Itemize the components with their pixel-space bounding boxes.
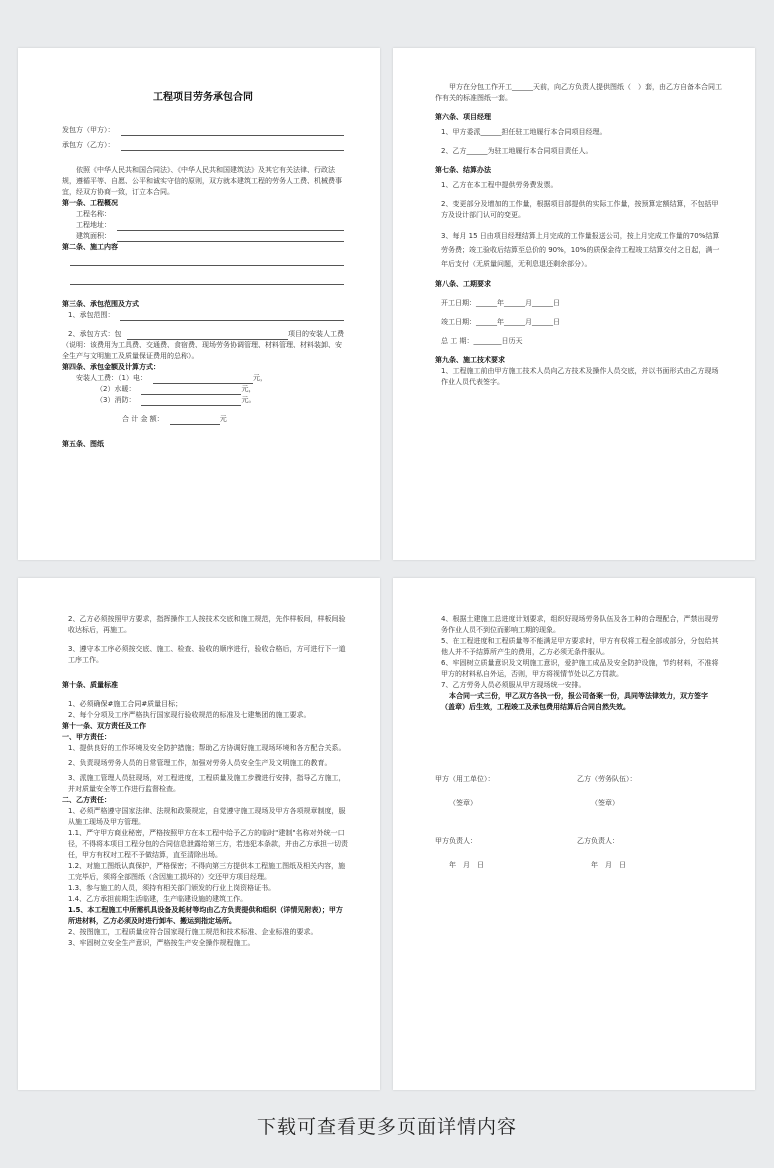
project-address-row <box>62 220 344 231</box>
end-date: 竣工日期：______年______月______日 <box>441 318 560 326</box>
project-address-label: 工程地址： <box>76 221 111 229</box>
article-5-heading: 第五条、图纸 <box>62 440 104 448</box>
start-date: 开工日期：______年______月______日 <box>441 299 560 307</box>
party-b-duty-6: 6、牢固树立质量意识及文明施工意识，爱护施工成品及安全防护设施，节约材料，不准将甲方的材料私自外运，否则，甲方将视情节处以乙方罚款。 <box>441 659 719 678</box>
party-b-duty-1: 1、必须严格遵守国家法律、法规和政策规定，自觉遵守施工现场及甲方各项规章制度，服从施工现场及甲方管理。 <box>68 807 346 826</box>
contract-title: 工程项目劳务承包合同 <box>153 92 253 103</box>
party-a-label: 发包方（甲方）： <box>62 126 115 134</box>
mode-blank <box>127 330 288 340</box>
fee-plumbing-blank <box>141 385 241 395</box>
party-b-blank <box>121 141 345 151</box>
contract-page-2 <box>393 48 755 560</box>
quality-1: 1、必须确保#施工合同#质量目标； <box>68 700 183 708</box>
fee-note: （说明：该费用为工具费、交通费、食宿费、现场劳务协调管理、材料管理、材料装卸、安全生产与文明施工及质量保证费用的总称）。 <box>62 341 342 360</box>
fee-electric-row <box>62 373 344 384</box>
party-a-duty-1: 1、提供良好的工作环境及安全防护措施；帮助乙方协调好施工现场环境和各方配合关系。 <box>68 744 346 752</box>
article-3-heading: 第三条、承包范围及方式 <box>62 300 139 308</box>
preamble: 依照《中华人民共和国合同法》、《中华人民共和国建筑法》及其它有关法律、行政法规，遵循平等、自愿、公平和诚实守信的原则，双方就本建筑工程的劳务人工费、机械费事宜，经双方协商一致，订立本合同。 <box>62 166 342 196</box>
fee-electric-unit: 元， <box>252 374 267 382</box>
scope-row <box>62 310 344 321</box>
project-area-row <box>62 231 344 242</box>
party-b-duty-7: 7、乙方劳务人员必须服从甲方现场统一安排。 <box>441 681 586 689</box>
party-a-rep-label: 甲方负责人： <box>435 837 477 845</box>
article-4-heading: 第四条、承包金额及计算方式： <box>62 363 160 371</box>
pm-party-a: 1、甲方委派______担任驻工地履行本合同项目经理。 <box>441 128 607 136</box>
party-b-duty-1-1: 1.1、严守甲方商业秘密，严格按照甲方在本工程中给予乙方的临时"建制"名称对外统一口径，不得将本项目工程分包的合同信息泄露给第三方，若违犯本条款，并由乙方承担一切责任，甲方有权对工程不予做结算，直至清除出场。 <box>68 829 348 859</box>
project-area-label: 建筑面积： <box>76 232 111 240</box>
fee-fire-unit: 元。 <box>241 396 256 404</box>
fee-electric-label: 安装人工费：（1）电： <box>76 374 147 382</box>
party-b-duty-1-4: 1.4、乙方承担前期生活临建，生产临建设施的建筑工作。 <box>68 895 248 903</box>
party-a-blank <box>121 126 345 136</box>
closing-clause: 本合同一式三份，甲乙双方各执一份，报公司备案一份，具同等法律效力，双方签字（盖章）后生效，工程竣工及承包费用结算后合同自然失效。 <box>441 692 708 711</box>
article-1-heading: 第一条、工程概况 <box>62 199 118 207</box>
contract-page-4 <box>393 578 755 1090</box>
party-b-duty-3: 3、牢固树立安全生产意识，严格按生产安全操作规程施工。 <box>68 939 255 947</box>
project-name-label: 工程名称： <box>76 210 111 218</box>
scope-blank <box>120 311 344 321</box>
article-11-heading: 第十一条、双方责任及工作 <box>62 722 146 730</box>
party-b-duty-1-5: 1.5、本工程施工中所需机具设备及耗材等均由乙方负责提供和组织（详情见附表）；甲方所进材料，乙方必须及时进行卸车、搬运到指定场所。 <box>68 906 343 925</box>
party-a-date: 年 月 日 <box>449 861 484 869</box>
fee-plumbing-unit: 元， <box>241 385 256 393</box>
party-a-seal: （签章） <box>449 799 477 807</box>
party-b-duty-4: 4、根据土建施工总进度计划要求，组织好现场劳务队伍及各工种的合理配合，严禁出现劳务作业人员不到位而影响工期的现象。 <box>441 615 719 634</box>
fee-electric-blank <box>153 374 253 384</box>
download-more-caption[interactable]: 下载可查看更多页面详情内容 <box>256 1116 517 1138</box>
article-8-heading: 第八条、工期要求 <box>435 280 491 288</box>
scope-label: 1、承包范围： <box>68 311 115 319</box>
party-a-row <box>62 125 344 136</box>
settlement-3: 3、每月 15 日由项目经理结算上月完成的工作量报送公司，按上月完成工作量的70%结算劳务费；竣工验收后结算至总价的 90%，10%的质保金待工程竣工结算交付之日起，满一年后支付（无质量问题，无利息退还剩余部分）。 <box>441 232 720 268</box>
contract-page-1 <box>18 48 380 560</box>
quality-2: 2、每个分项及工序严格执行国家现行验收规范的标准及七建集团的施工要求。 <box>68 711 311 719</box>
tech-req-1: 1、工程施工前由甲方施工技术人员向乙方技术及操作人员交底，并以书面形式由乙方现场作业人员代表签字。 <box>441 367 719 386</box>
party-b-label: 承包方（乙方）： <box>62 141 115 149</box>
party-a-duty-2: 2、负责现场劳务人员的日常管理工作，加强对劳务人员安全生产及文明施工的教育。 <box>68 759 332 767</box>
settlement-2: 2、变更部分及增加的工作量，根据项目部提供的实际工作量，按预算定额结算，不包括甲方及设计部门认可的变更。 <box>441 200 719 219</box>
settlement-1: 1、乙方在本工程中提供劳务费发票。 <box>441 181 558 189</box>
party-b-duty-5: 5、在工程进度和工程质量等不能满足甲方要求时，甲方有权将工程全部或部分，分包给其他人并不予结算所产生的费用，乙方必须无条件服从。 <box>441 637 719 656</box>
article-9-heading: 第九条、施工技术要求 <box>435 356 505 364</box>
total-duration: 总 工 期：________日历天 <box>441 337 523 345</box>
work-content-blank-2 <box>70 272 344 285</box>
party-b-duties-heading: 二、乙方责任： <box>62 796 111 804</box>
party-b-sign-label: 乙方（劳务队伍）： <box>577 775 637 783</box>
drawings-text: 甲方在分包工作开工______天前，向乙方负责人提供图纸（ ）套，由乙方自备本合同工作有关的标准图纸一套。 <box>435 83 722 102</box>
party-b-seal: （签章） <box>591 799 619 807</box>
party-a-duty-3: 3、派施工管理人员驻现场，对工程进度，工程质量及施工步骤进行安排，指导乙方施工，并对质量安全等工作进行监督检查。 <box>68 774 346 793</box>
party-b-date: 年 月 日 <box>591 861 626 869</box>
pm-party-b: 2、乙方______为驻工地履行本合同项目责任人。 <box>441 147 593 155</box>
mode-label: 2、承包方式：包 <box>68 330 122 338</box>
party-a-sign-label: 甲方（用工单位）： <box>435 775 495 783</box>
article-10-heading: 第十条、质量标准 <box>62 681 118 689</box>
signature-block <box>435 773 719 871</box>
article-7-heading: 第七条、结算办法 <box>435 166 491 174</box>
project-address-blank <box>117 221 344 231</box>
fee-fire-label: （3）消防： <box>96 396 136 404</box>
project-name-row <box>62 209 344 220</box>
fee-fire-blank <box>141 396 241 406</box>
party-b-duty-1-2: 1.2、对施工图纸认真保护，严格保密；不得向第三方提供本工程施工图纸及相关内容，施工完毕后，须将全部图纸（含因施工损坏的）交还甲方项目经理。 <box>68 862 346 881</box>
article-6-heading: 第六条、项目经理 <box>435 113 491 121</box>
fee-fire-row <box>62 395 344 406</box>
party-b-rep-label: 乙方负责人： <box>577 837 619 845</box>
party-b-duty-1-3: 1.3、参与施工的人员，须持有相关部门颁发的行业上岗资格证书。 <box>68 884 276 892</box>
party-b-duty-2: 2、按图施工，工程质量应符合国家现行施工规范和技术标准、企业标准的要求。 <box>68 928 318 936</box>
mode-suffix: 项目的安装人工费 <box>288 330 344 338</box>
tech-req-2: 2、乙方必须按照甲方要求，指挥操作工人按技术交底和施工规范，先作样板间，样板间验收达标后，再施工。 <box>68 615 346 634</box>
tech-req-3: 3、遵守本工序必须按交底、施工、检查、验收的顺序进行，验收合格后，方可进行下一道工序工作。 <box>68 645 346 664</box>
total-blank <box>170 415 220 425</box>
total-row <box>62 414 344 425</box>
fee-plumbing-row <box>62 384 344 395</box>
party-b-row <box>62 140 344 151</box>
party-a-duties-heading: 一、甲方责任： <box>62 733 111 741</box>
total-label: 合 计 金 额： <box>122 415 164 423</box>
total-unit: 元 <box>219 415 227 423</box>
project-area-blank <box>117 232 344 242</box>
work-content-blank-1 <box>70 253 344 266</box>
contract-page-3 <box>18 578 380 1090</box>
mode-row <box>62 329 344 340</box>
article-2-heading: 第二条、施工内容 <box>62 243 118 251</box>
fee-plumbing-label: （2）水暖： <box>96 385 136 393</box>
